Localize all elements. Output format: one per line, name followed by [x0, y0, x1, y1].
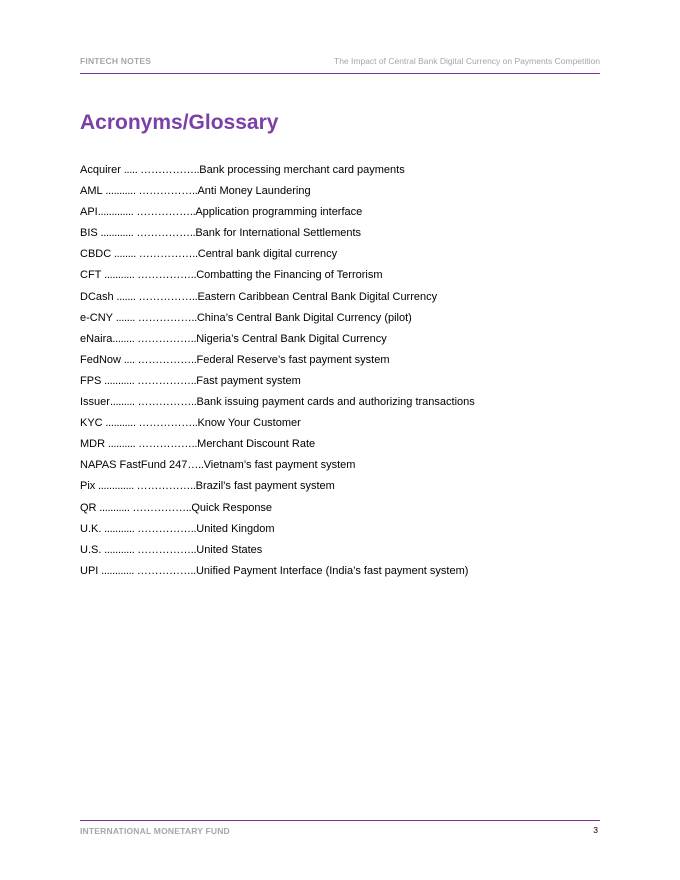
glossary-definition: United States — [196, 543, 263, 556]
glossary-definition: Federal Reserve’s fast payment system — [196, 353, 390, 366]
glossary-definition: Vietnam’s fast payment system — [203, 459, 356, 472]
glossary-term: CBDC — [80, 248, 112, 261]
glossary-leader-dots: ........... …………….. — [102, 185, 198, 198]
glossary-entry — [80, 353, 600, 374]
glossary-definition: Quick Response — [191, 501, 273, 514]
glossary-definition: United Kingdom — [196, 522, 275, 535]
glossary-leader-dots: ....... …………….. — [113, 311, 197, 324]
glossary-entry — [80, 479, 600, 500]
glossary-definition: Anti Money Laundering — [197, 185, 311, 198]
glossary-definition: Merchant Discount Rate — [197, 438, 316, 451]
glossary-definition: Combatting the Financing of Terrorism — [196, 269, 383, 282]
glossary-entry — [80, 332, 600, 353]
glossary-definition: Unified Payment Interface (India’s fast payment system) — [195, 564, 469, 577]
glossary-term: U.S. — [80, 543, 102, 556]
glossary-leader-dots: .... …………….. — [120, 353, 197, 366]
glossary-leader-dots: ….. — [187, 459, 204, 472]
glossary-definition: Know Your Customer — [197, 417, 301, 430]
glossary-term: MDR — [80, 438, 106, 451]
glossary-definition: Bank processing merchant card payments — [199, 164, 405, 176]
glossary-term: UPI — [80, 564, 99, 577]
glossary-term: U.K. — [80, 522, 102, 535]
glossary-entry — [80, 501, 600, 522]
page-footer — [80, 820, 600, 836]
glossary-term: eNaira — [80, 332, 113, 345]
glossary-term: e-CNY — [80, 311, 114, 324]
glossary-term: CFT — [80, 269, 102, 282]
glossary-entry — [80, 184, 600, 205]
glossary-term: DCash — [80, 290, 114, 303]
glossary-definition: Bank issuing payment cards and authorizing transactions — [196, 396, 475, 409]
glossary-leader-dots: ........ …………….. — [111, 248, 198, 261]
header-document-title: The Impact of Central Bank Digital Currency on Payments Competition — [334, 56, 600, 66]
page-title: Acronyms/Glossary — [80, 111, 279, 134]
glossary-entry — [80, 268, 600, 289]
glossary-leader-dots: ......... …………….. — [109, 396, 197, 409]
glossary-entry — [80, 437, 600, 458]
glossary-definition: Bank for International Settlements — [195, 227, 362, 240]
glossary-entry — [80, 416, 600, 437]
page-header — [80, 56, 600, 74]
glossary-leader-dots: ........... …………….. — [96, 501, 192, 514]
glossary-entry — [80, 311, 600, 332]
glossary-definition: Nigeria’s Central Bank Digital Currency — [196, 332, 387, 345]
page-number: 3 — [593, 825, 598, 835]
glossary-definition: Eastern Caribbean Central Bank Digital Currency — [197, 290, 438, 303]
glossary-leader-dots: ....... …………….. — [113, 290, 198, 303]
glossary-term: API — [80, 206, 98, 219]
glossary-leader-dots: ........... …………….. — [102, 417, 198, 430]
glossary-entry — [80, 163, 600, 184]
glossary-leader-dots: ........... …………….. — [101, 269, 197, 282]
glossary-entry — [80, 205, 600, 226]
glossary-entry — [80, 226, 600, 247]
glossary-definition: China’s Central Bank Digital Currency (pilot) — [196, 311, 412, 324]
glossary-entry — [80, 374, 600, 395]
glossary-term: KYC — [80, 417, 103, 430]
glossary-leader-dots: .......... …………….. — [105, 438, 198, 451]
glossary-entry — [80, 543, 600, 564]
glossary-term: FedNow — [80, 353, 121, 366]
glossary-leader-dots: ..... …………….. — [120, 164, 200, 176]
glossary-term: Issuer — [80, 396, 110, 409]
glossary-term: Pix — [80, 480, 96, 493]
glossary-entry — [80, 564, 600, 585]
glossary-term: AML — [80, 185, 103, 198]
glossary-leader-dots: ........... …………….. — [101, 374, 197, 387]
glossary-definition: Central bank digital currency — [197, 248, 338, 261]
glossary-leader-dots: ............. …………….. — [95, 480, 196, 493]
glossary-definition: Application programming interface — [195, 206, 363, 219]
glossary-entry — [80, 395, 600, 416]
glossary-definition: Fast payment system — [196, 374, 301, 387]
glossary-leader-dots: ............ …………….. — [98, 564, 196, 577]
glossary-term: BIS — [80, 227, 98, 240]
glossary-term: QR — [80, 501, 97, 514]
glossary-entry — [80, 522, 600, 543]
header-series-name: FINTECH NOTES — [80, 56, 152, 66]
glossary-term: NAPAS FastFund 247 — [80, 459, 188, 472]
glossary-term: Acquirer — [80, 164, 121, 176]
glossary-entry — [80, 247, 600, 268]
glossary-term: FPS — [80, 374, 102, 387]
footer-organization: INTERNATIONAL MONETARY FUND — [80, 826, 230, 836]
glossary-leader-dots: ........... …………….. — [101, 543, 197, 556]
glossary-leader-dots: ............. …………….. — [97, 206, 196, 219]
glossary-entry — [80, 290, 600, 311]
glossary-list — [80, 163, 600, 585]
glossary-leader-dots: ............ …………….. — [97, 227, 196, 240]
glossary-leader-dots: ........... …………….. — [101, 522, 197, 535]
glossary-leader-dots: ........ …………….. — [112, 332, 197, 345]
glossary-definition: Brazil’s fast payment system — [195, 480, 335, 493]
glossary-entry — [80, 458, 600, 479]
